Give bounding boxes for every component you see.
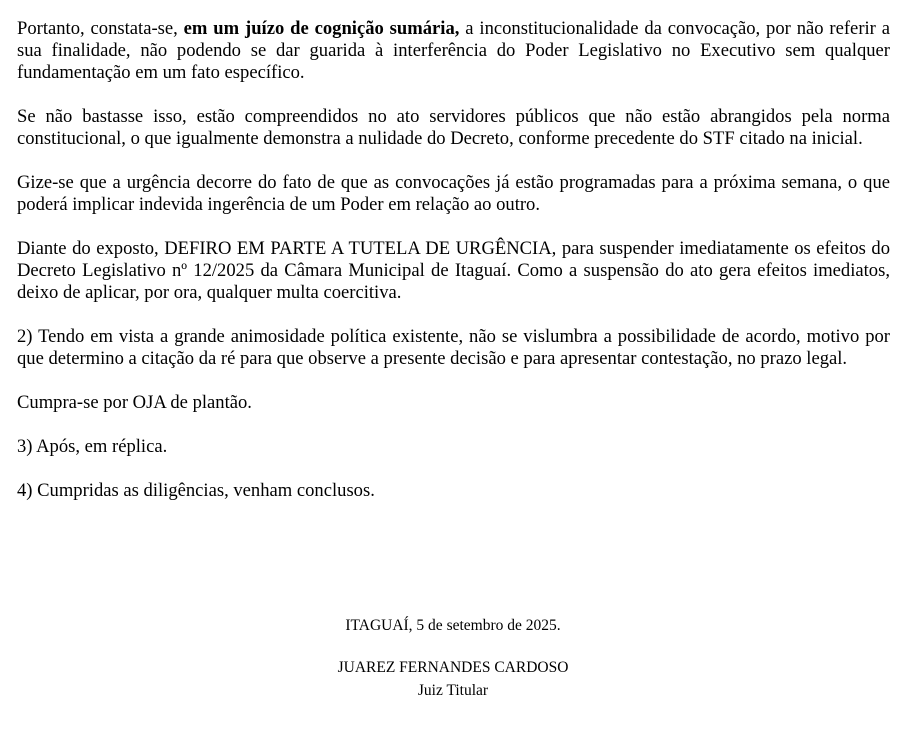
paragraph-citation: 2) Tendo em vista a grande animosidade política existente, não se vislumbra a possibilidade de acordo, motivo por que determino a citação da ré para que observe a presente decisão e para apresentar contestação, no prazo legal. xyxy=(17,326,890,369)
document-body xyxy=(17,18,890,524)
paragraph-urgency: Gize-se que a urgência decorre do fato de que as convocações já estão programadas para a próxima semana, o que poderá implicar indevida ingerência de um Poder em relação ao outro. xyxy=(17,172,890,215)
signature-judge-title: Juiz Titular xyxy=(417,682,489,699)
paragraph-decision: Diante do exposto, DEFIRO EM PARTE A TUTELA DE URGÊNCIA, para suspender imediatamente os efeitos do Decreto Legislativo nº 12/2025 da Câmara Municipal de Itaguaí. Como a suspensão do ato gera efeitos imediatos, deixo de aplicar, por ora, qualquer multa coercitiva. xyxy=(17,238,890,303)
paragraph-replica: 3) Após, em réplica. xyxy=(17,436,168,457)
paragraph-conclusion-rest: a inconstitucionalidade da convocação, por não referir a sua finalidade, não podendo se dar guarida à interferência do Poder Legislativo no Executivo sem qualquer fundamentação em um fato específico. xyxy=(17,18,890,83)
paragraph-conclusos: 4) Cumpridas as diligências, venham conclusos. xyxy=(17,480,375,501)
paragraph-conclusion xyxy=(17,18,890,84)
paragraph-servants: Se não bastasse isso, estão compreendidos no ato servidores públicos que não estão abrangidos pela norma constitucional, o que igualmente demonstra a nulidade do Decreto, conforme precedente do STF citado na inicial. xyxy=(17,106,890,149)
paragraph-conclusion-emphasis: em um juízo de cognição sumária, xyxy=(183,18,460,39)
paragraph-oja: Cumpra-se por OJA de plantão. xyxy=(17,392,252,413)
paragraph-conclusion-intro: Portanto, constata-se, xyxy=(17,18,184,39)
signature-place-date: ITAGUAÍ, 5 de setembro de 2025. xyxy=(345,617,561,634)
signature-judge-name: JUAREZ FERNANDES CARDOSO xyxy=(337,659,569,676)
